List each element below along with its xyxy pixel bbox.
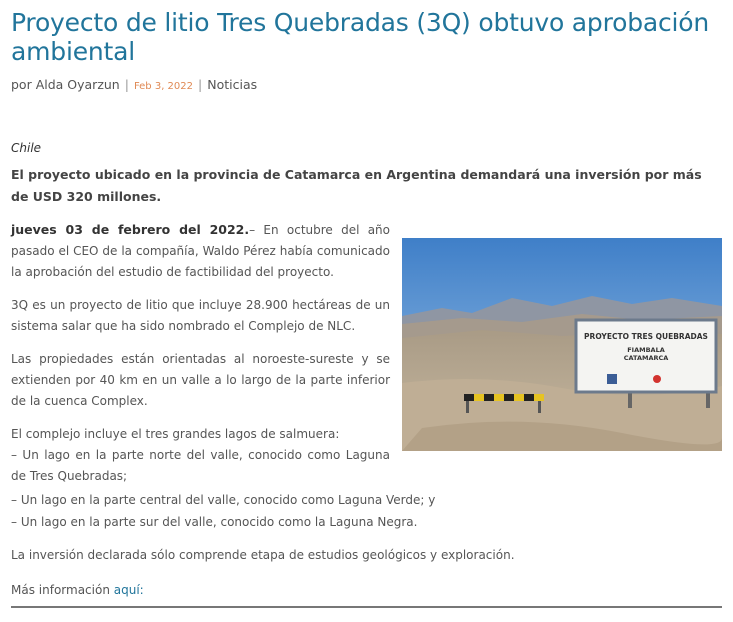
more-info-label: Más información — [11, 583, 110, 597]
landscape-illustration — [402, 238, 722, 451]
sign-line-1: PROYECTO TRES QUEBRADAS — [584, 332, 708, 341]
more-info-link[interactable]: aquí: — [113, 583, 144, 597]
sign-emblem-icon — [607, 374, 617, 384]
paragraph-4 — [11, 424, 390, 487]
paragraph-2: 3Q es un proyecto de litio que incluye 28.900 hectáreas de un sistema salar que ha sido nombrado el Complejo de NLC. — [11, 298, 390, 333]
paragraph-1 — [11, 219, 390, 283]
sign-logo-icon — [653, 375, 661, 383]
post-date: Feb 3, 2022 — [133, 81, 194, 92]
sign-line-3: CATAMARCA — [623, 354, 669, 362]
list-item: – Un lago en la parte norte del valle, conocido como Laguna de Tres Quebradas; — [11, 448, 390, 483]
article-lead: El proyecto ubicado en la provincia de Catamarca en Argentina demandará una inversión por más de USD 320 millones. — [11, 167, 702, 204]
category-link[interactable]: Noticias — [207, 77, 258, 92]
post-meta — [11, 77, 257, 92]
country-label: Chile — [11, 141, 42, 155]
article-photo — [402, 238, 722, 451]
author-link[interactable]: por Alda Oyarzun — [11, 77, 120, 92]
paragraph-1-text: – En octubre del año pasado el CEO de la compañía, Waldo Pérez había comunicado la aprobación del estudio de factibilidad del proyecto. — [11, 223, 390, 279]
more-info — [11, 580, 711, 601]
meta-separator: | — [198, 77, 203, 92]
sign-line-2: FIAMBALA — [627, 346, 665, 354]
article-body-column — [11, 219, 390, 499]
list-item: – Un lago en la parte sur del valle, conocido como la Laguna Negra. — [11, 515, 418, 529]
dateline: jueves 03 de febrero del 2022. — [11, 222, 250, 237]
article-title: Proyecto de litio Tres Quebradas (3Q) obtuvo aprobación ambiental — [11, 8, 710, 66]
meta-separator: | — [124, 77, 129, 92]
paragraph-5: La inversión declarada sólo comprende etapa de estudios geológicos y exploración. — [11, 548, 515, 562]
paragraph-3: Las propiedades están orientadas al noroeste-sureste y se extienden por 40 km en un valle a lo largo de la parte inferior de la cuenca Complex. — [11, 352, 390, 408]
list-item: – Un lago en la parte central del valle, conocido como Laguna Verde; y — [11, 493, 436, 507]
list-intro: El complejo incluye el tres grandes lagos de salmuera: — [11, 427, 340, 441]
divider — [11, 606, 722, 608]
